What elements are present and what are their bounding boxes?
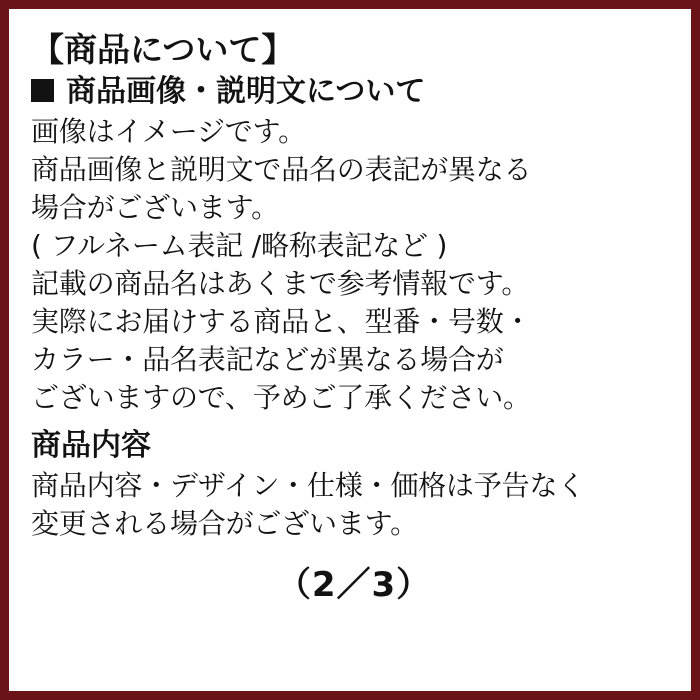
square-bullet-icon — [31, 79, 54, 102]
page-counter: （2／3） — [276, 564, 432, 605]
body-text-line: 画像はイメージです。 — [31, 114, 306, 148]
body-text-line: カラー・品名表記などが異なる場合が — [31, 343, 504, 377]
border-right — [691, 0, 700, 700]
section-heading-label: 商品画像・説明文について — [66, 73, 426, 109]
body-text-line: 場合がございます。 — [31, 191, 279, 225]
section-heading-product-images — [31, 74, 677, 110]
border-left — [0, 0, 9, 700]
body-text-line: 変更される場合がございます。 — [31, 506, 418, 540]
page-title: 【商品について】 — [31, 30, 295, 69]
body-text-line: 実際にお届けする商品と、型番・号数・ — [31, 305, 532, 339]
border-top — [0, 0, 700, 9]
body-text-line: 商品画像と説明文で品名の表記が異なる — [31, 153, 532, 187]
section-heading-product-contents — [31, 428, 677, 464]
document-content — [9, 9, 691, 691]
body-text-line: ございますので、予めご了承ください。 — [31, 381, 531, 415]
body-text-line: 商品内容・デザイン・仕様・価格は予告なく — [31, 468, 586, 502]
section-heading-label: 商品内容 — [31, 427, 151, 463]
body-text-line: ( フルネーム表記 /略称表記など ) — [31, 229, 448, 263]
border-bottom — [0, 691, 700, 700]
body-text-line: 記載の商品名はあくまで参考情報です。 — [31, 267, 530, 301]
